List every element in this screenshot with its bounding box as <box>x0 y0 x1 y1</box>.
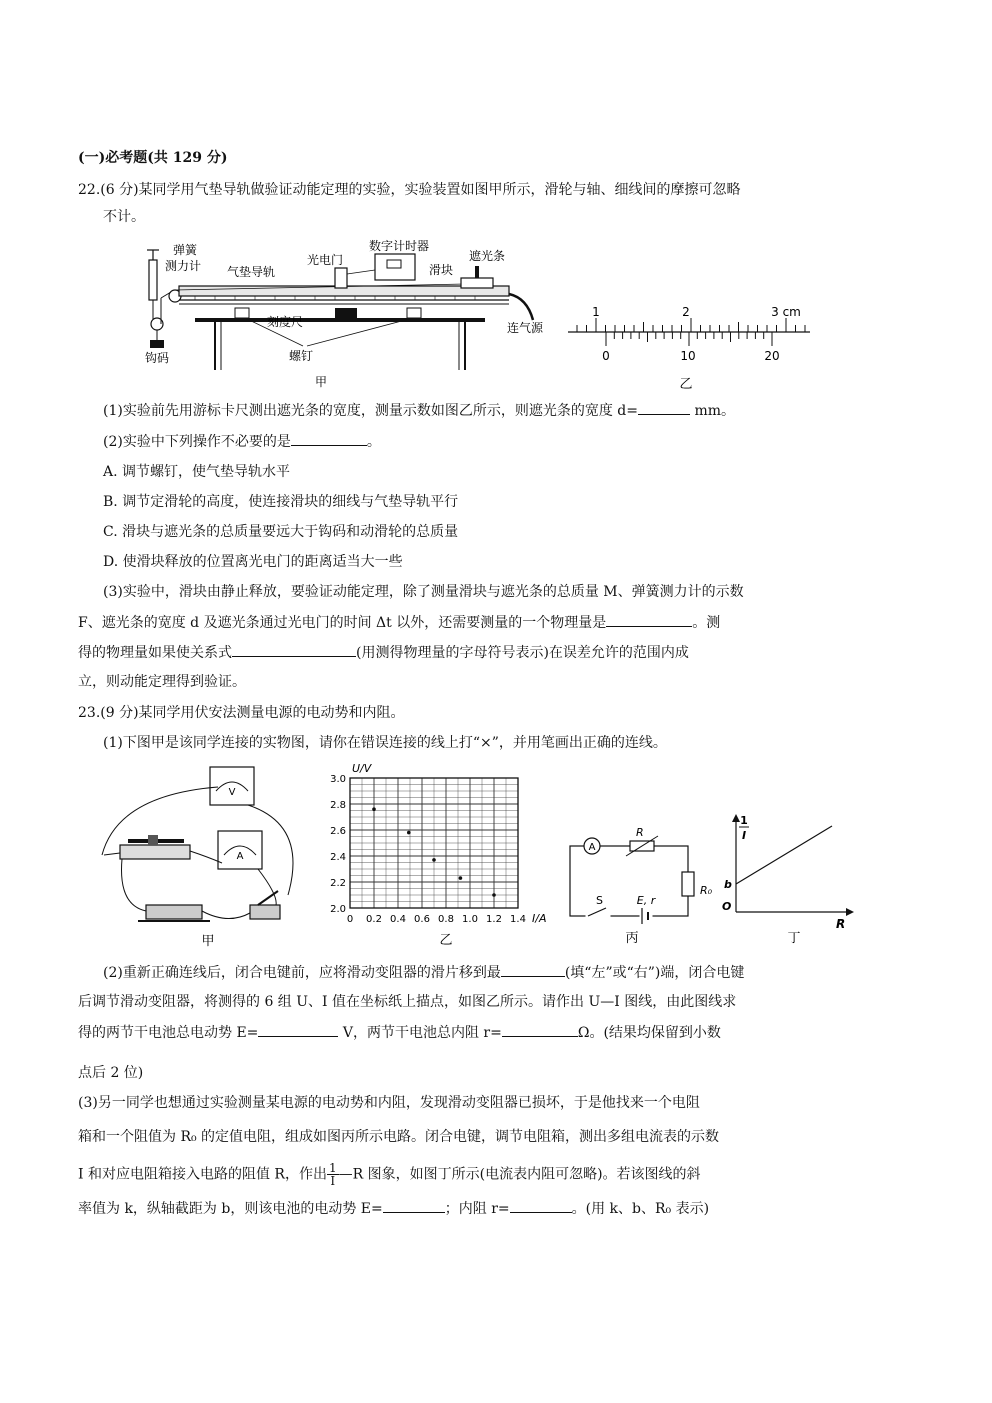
q23-p3-text4: 率值为 k，纵轴截距为 b，则该电池的电动势 E= <box>78 1201 383 1217</box>
label-weight: 钩码 <box>145 351 170 365</box>
answer-blank-op[interactable] <box>291 431 367 446</box>
graph-ylabel-num: 1 <box>740 814 748 827</box>
chart-point <box>492 893 496 897</box>
q22-p3-text2b: 。测 <box>692 615 721 631</box>
ammeter-label: A <box>236 851 244 862</box>
q22-part3-line3 <box>78 642 689 663</box>
q22-p2-text: (2)实验中下列操作不必要的是 <box>103 434 291 450</box>
chart-ytick-label: 2.8 <box>330 800 346 811</box>
chart-xtick-label: 0.6 <box>414 914 430 925</box>
chart-xtick-label: 1.4 <box>510 914 526 925</box>
schematic-figure <box>560 808 713 950</box>
chart-xtick-label: 1.0 <box>462 914 478 925</box>
label-scale: 刻度尺 <box>267 315 304 329</box>
caption-jia: 甲 <box>315 375 328 389</box>
q23-p3-text4c: 。(用 k、b、R₀ 表示) <box>571 1201 710 1217</box>
graph-origin: O <box>722 900 732 913</box>
answer-blank-e2[interactable] <box>383 1198 445 1213</box>
fraction-num: 1 <box>328 1161 337 1175</box>
graph-ylabel-den: I <box>741 829 747 842</box>
vernier-label-10: 10 <box>680 349 696 363</box>
q22-p1-text: (1)实验前先用游标卡尺测出遮光条的宽度，测量示数如图乙所示，则遮光条的宽度 d= <box>103 403 638 419</box>
q23-part3-line3 <box>78 1162 701 1187</box>
q23-part2-line3 <box>78 1022 721 1043</box>
chart-xtick-label: 1.2 <box>486 914 502 925</box>
q23-p2-text3b: V，两节干电池总内阻 r= <box>342 1025 502 1041</box>
graph-intercept-b: b <box>724 878 732 891</box>
q22-part3-line2 <box>78 612 720 633</box>
chart-ytick-label: 2.6 <box>330 826 346 837</box>
label-rail: 气垫导轨 <box>227 265 276 279</box>
q22-stem-line1: 22.(6 分)某同学用气垫导轨做验证动能定理的实验，实验装置如图甲所示，滑轮与轴、细线间的摩擦可忽略 <box>78 182 741 198</box>
chart-xlabel: I/A <box>532 912 547 925</box>
schematic-switch-label: S <box>596 894 603 907</box>
label-photogate: 光电门 <box>307 253 344 267</box>
label-spring-1: 弹簧 <box>173 243 198 257</box>
q22-part1 <box>103 400 735 421</box>
chart-xtick-label: 0.2 <box>366 914 382 925</box>
option-a: A. 调节螺钉，使气垫导轨水平 <box>103 464 291 480</box>
schematic-ammeter-label: A <box>588 842 596 853</box>
label-strip: 遮光条 <box>469 249 506 263</box>
q23-p2-text3: 得的两节干电池总电动势 E= <box>78 1025 259 1041</box>
q23-part3-line1: (3)另一同学也想通过实验测量某电源的电动势和内阻，发现滑动变阻器已损坏，于是他找来一个电阻 <box>78 1095 700 1111</box>
answer-blank-emf[interactable] <box>258 1022 338 1037</box>
main-label-2: 2 <box>682 305 690 319</box>
chart-xtick-label: 0.4 <box>390 914 406 925</box>
label-timer: 数字计时器 <box>369 239 430 253</box>
schematic-er-label: E, r <box>636 894 656 907</box>
q23-stem: 23.(9 分)某同学用伏安法测量电源的电动势和内阻。 <box>78 705 405 721</box>
q22-p1-unit: mm。 <box>694 403 735 419</box>
chart-ytick-label: 2.2 <box>330 878 346 889</box>
chart-ytick-label: 3.0 <box>330 774 346 785</box>
caption-yi: 乙 <box>679 377 693 392</box>
option-d: D. 使滑块释放的位置离光电门的距离适当大一些 <box>103 554 403 570</box>
air-track-figure <box>135 238 555 398</box>
q22-p3-text3b: (用测得物理量的字母符号表示)在误差允许的范围内成 <box>356 645 689 661</box>
q22-part3-line1: (3)实验中，滑块由静止释放，要验证动能定理，除了测量滑块与遮光条的总质量 M、弹簧测力计的示数 <box>103 584 744 600</box>
q23-p3-text3b: —R 图象，如图丁所示(电流表内阻可忽略)。若该图线的斜 <box>338 1166 701 1183</box>
fraction-den: I <box>330 1174 336 1188</box>
answer-blank-relation[interactable] <box>232 642 356 657</box>
q22-p2-end: 。 <box>366 434 381 450</box>
caption-real-circuit: 甲 <box>201 934 215 949</box>
schematic-r0-label: R₀ <box>700 884 713 897</box>
vernier-label-20: 20 <box>764 349 780 363</box>
q23-part2-line2: 后调节滑动变阻器，将测得的 6 组 U、I 值在坐标纸上描点，如图乙所示。请作出 U—I 图线，由此图线求 <box>78 994 737 1010</box>
q23-part3-line2: 箱和一个阻值为 R₀ 的定值电阻，组成如图丙所示电路。闭合电键，调节电阻箱，测出多组电流表的示数 <box>78 1129 720 1145</box>
caption-ui-chart: 乙 <box>439 933 453 948</box>
schematic-r-label: R <box>636 826 644 839</box>
answer-blank-resistance[interactable] <box>502 1022 578 1037</box>
answer-blank-r2[interactable] <box>510 1198 572 1213</box>
q22-part2 <box>103 431 381 452</box>
q22-p3-text3: 得的物理量如果使关系式 <box>78 645 232 661</box>
vernier-label-0: 0 <box>602 349 610 363</box>
q23-part1: (1)下图甲是该同学连接的实物图，请你在错误连接的线上打“×”，并用笔画出正确的连线。 <box>103 735 667 751</box>
fraction-one-over-i <box>327 1162 339 1187</box>
real-circuit-figure <box>98 765 310 950</box>
q23-p2-text1: (2)重新正确连线后，闭合电键前，应将滑动变阻器的滑片移到最 <box>103 965 501 981</box>
caption-schematic: 丙 <box>625 931 639 946</box>
q23-part2-line4: 点后 2 位) <box>78 1065 144 1081</box>
q23-p3-text3: I 和对应电阻箱接入电路的阻值 R，作出 <box>78 1166 327 1183</box>
main-label-1: 1 <box>592 305 600 319</box>
q23-p2-text3c: Ω。(结果均保留到小数 <box>577 1025 721 1041</box>
caption-graph: 丁 <box>787 931 801 946</box>
answer-blank-quantity[interactable] <box>606 612 692 627</box>
q23-part2-line1 <box>103 962 744 983</box>
main-label-3: 3 cm <box>771 305 801 319</box>
chart-point <box>407 831 411 835</box>
q22-part3-line4: 立，则动能定理得到验证。 <box>78 674 246 690</box>
q23-p2-text1b: (填“左”或“右”)端，闭合电键 <box>564 965 745 981</box>
answer-blank-side[interactable] <box>501 962 565 977</box>
chart-ytick-label: 2.4 <box>330 852 346 863</box>
option-c: C. 滑块与遮光条的总质量要远大于钩码和动滑轮的总质量 <box>103 524 459 540</box>
q22-stem-line2: 不计。 <box>103 209 145 225</box>
label-screw: 螺钉 <box>289 349 314 363</box>
label-spring-2: 测力计 <box>165 259 202 273</box>
chart-ytick-label: 2.0 <box>330 904 346 915</box>
option-b: B. 调节定滑轮的高度，使连接滑块的细线与气垫导轨平行 <box>103 494 459 510</box>
voltmeter-label: V <box>228 787 236 798</box>
q22-p3-text2: F、遮光条的宽度 d 及遮光条通过光电门的时间 Δt 以外，还需要测量的一个物理量是 <box>78 615 607 631</box>
label-air-source: 连气源 <box>507 321 544 335</box>
chart-xtick-label: 0.8 <box>438 914 454 925</box>
answer-blank-d[interactable] <box>638 400 690 415</box>
vernier-figure <box>560 300 820 395</box>
q23-p3-text4b: ；内阻 r= <box>444 1201 510 1217</box>
ui-chart <box>318 760 558 950</box>
graph-xlabel: R <box>836 917 846 931</box>
chart-xtick-label: 0 <box>346 914 354 925</box>
chart-point <box>372 807 376 811</box>
chart-point <box>432 858 436 862</box>
inverse-current-graph <box>710 812 860 950</box>
section-title: (一)必考题(共 129 分) <box>78 150 228 166</box>
label-slider: 滑块 <box>429 263 454 277</box>
q23-part3-line4 <box>78 1198 709 1219</box>
chart-ylabel: U/V <box>352 762 372 775</box>
chart-point <box>459 876 463 880</box>
